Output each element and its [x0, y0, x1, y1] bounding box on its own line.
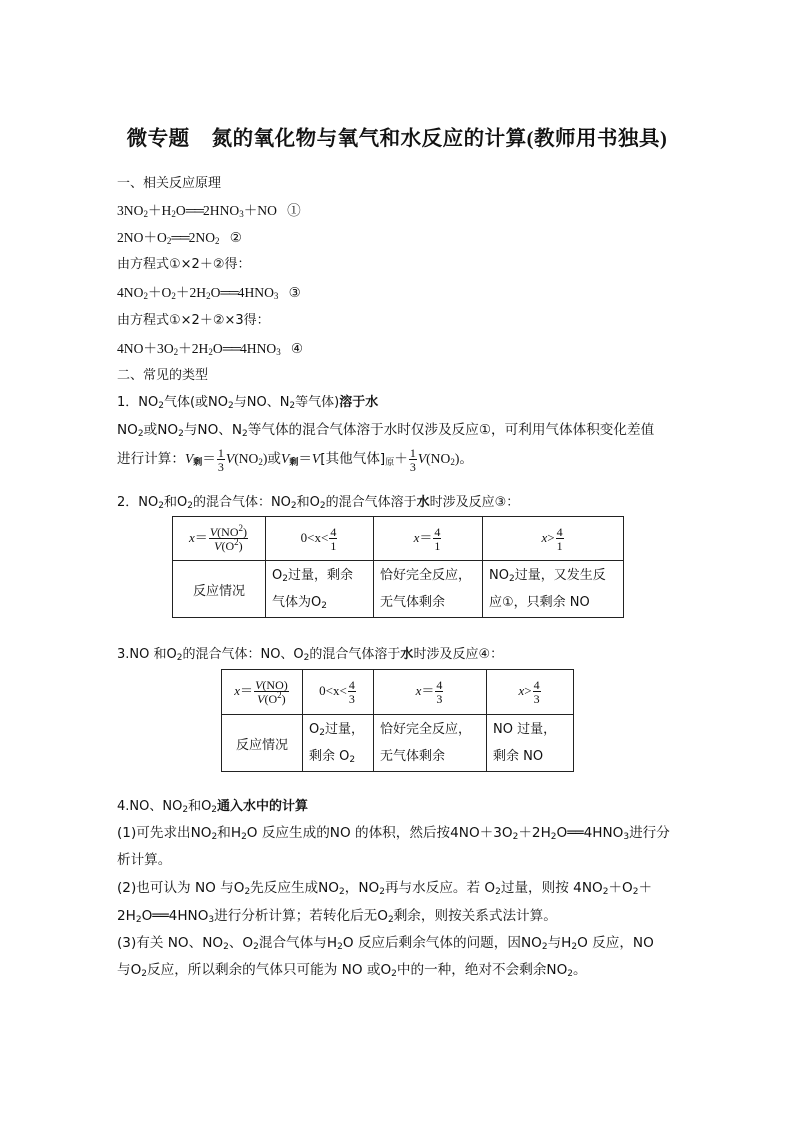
type2-row-label: 反应情况 [173, 561, 266, 618]
title-main: 微专题 [126, 128, 190, 150]
type2-table [172, 516, 624, 618]
type4-paragraph-3-cont: 与$O_2$反应，所以剩余的气体只可能为 NO 或$O_2$中的一种，绝对不会剩余$NO_2$。 [117, 962, 587, 979]
type1-heading: 1．$NO_2$气体(或$NO_2$与NO、$N_2$等气体)溶于水 [117, 395, 379, 411]
type4-paragraph-1: (1)可先求出$NO_2$和$H_2O$ 反应生成的NO 的体积，然后按$4NO+3O_2+2H_2O══4HNO_3$进行分 [117, 825, 670, 842]
reaction-3: $4NO_2+O_2+2H_2O══4HNO_3$ ③ [117, 285, 301, 301]
type2-ratio-cell: x＝ $\frac{V(NO^2)}{V(O^2)}$ [173, 517, 266, 561]
reaction-3-tag: ③ [288, 285, 301, 300]
type2-case-eq: x＝ $\frac{4}{1}$ [374, 517, 483, 561]
type2-result-gt: $NO_2$过量，又发生反 应①，只剩余 NO [483, 561, 624, 618]
derivation-2: 由方程式①×2＋②×3得： [117, 313, 270, 328]
title-sub: 氮的氧化物与氧气和水反应的计算(教师用书独具) [211, 128, 668, 150]
page-title [0, 121, 794, 151]
type3-case-eq: x＝ $\frac{4}{3}$ [374, 670, 487, 715]
type2-result-lt: $O_2$过量，剩余 气体为$O_2$ [266, 561, 374, 618]
reaction-1: $3NO_2+H_2O══2HNO_3+NO$ ① [117, 203, 301, 219]
type2-case-lt: 0<x< $\frac{4}{1}$ [266, 517, 374, 561]
type3-result-lt: $O_2$过量， 剩余 $O_2$ [303, 715, 374, 772]
section-heading-principles: 一、相关反应原理 [117, 176, 222, 191]
type3-heading: 3.NO 和$O_2$的混合气体：NO、$O_2$的混合气体溶于水时涉及反应④： [117, 647, 504, 663]
reaction-1-tag: ① [287, 203, 301, 218]
type3-case-lt: 0<x< $\frac{4}{3}$ [303, 670, 374, 715]
reaction-4-tag: ④ [290, 341, 304, 356]
type3-row-label: 反应情况 [222, 715, 303, 772]
derivation-1: 由方程式①×2＋②得： [117, 257, 251, 272]
type4-heading: 4.NO、$NO_2$和$O_2$通入水中的计算 [117, 799, 309, 815]
type2-result-eq: 恰好完全反应， 无气体剩余 [374, 561, 483, 618]
type3-result-eq: 恰好完全反应， 无气体剩余 [374, 715, 487, 772]
type4-paragraph-2: (2)也可认为 NO 与$O_2$先反应生成$NO_2$，$NO_2$再与水反应。若 $O_2$过量，则按 $4NO_2+O_2+$ [117, 880, 653, 897]
type3-table [221, 669, 574, 772]
reaction-4: $4NO+3O_2+2H_2O══4HNO_3$ ④ [117, 341, 304, 357]
type3-ratio-cell: x＝ $\frac{V(NO)}{V(O^2)}$ [222, 670, 303, 715]
type3-result-gt: NO 过量， 剩余 NO [487, 715, 574, 772]
type4-paragraph-3: (3)有关 NO、$NO_2$、$O_2$混合气体与$H_2O$ 反应后剩余气体的问题，因$NO_2$与$H_2O$ 反应，NO [117, 935, 654, 952]
reaction-2: $2NO+O_2══2NO_2$ ② [117, 230, 242, 246]
reaction-2-tag: ② [229, 230, 242, 245]
type2-heading: 2．$NO_2$和$O_2$的混合气体：$NO_2$和$O_2$的混合气体溶于水时涉及反应③： [117, 495, 520, 511]
type1-paragraph-1: $NO_2$或$NO_2$与NO、$N_2$等气体的混合气体溶于水时仅涉及反应①，可利用气体体积变化差值 [117, 422, 655, 439]
type4-paragraph-1-cont: 析计算。 [117, 852, 172, 868]
type1-paragraph-2: 进行计算：$V_剩=$ $\frac{1}{3}$ $V(NO_2)$或$V_剩=V$[其他气体]$_原+$ $\frac{1}{3}$ $V(NO_2)$。 [117, 446, 473, 474]
type3-case-gt: x> $\frac{4}{3}$ [487, 670, 574, 715]
type2-case-gt: x> $\frac{4}{1}$ [483, 517, 624, 561]
type4-paragraph-2-cont: $2H_2O══4HNO_3$进行分析计算；若转化后无$O_2$剩余，则按关系式法计算。 [117, 908, 557, 925]
section-heading-types: 二、常见的类型 [117, 368, 209, 383]
